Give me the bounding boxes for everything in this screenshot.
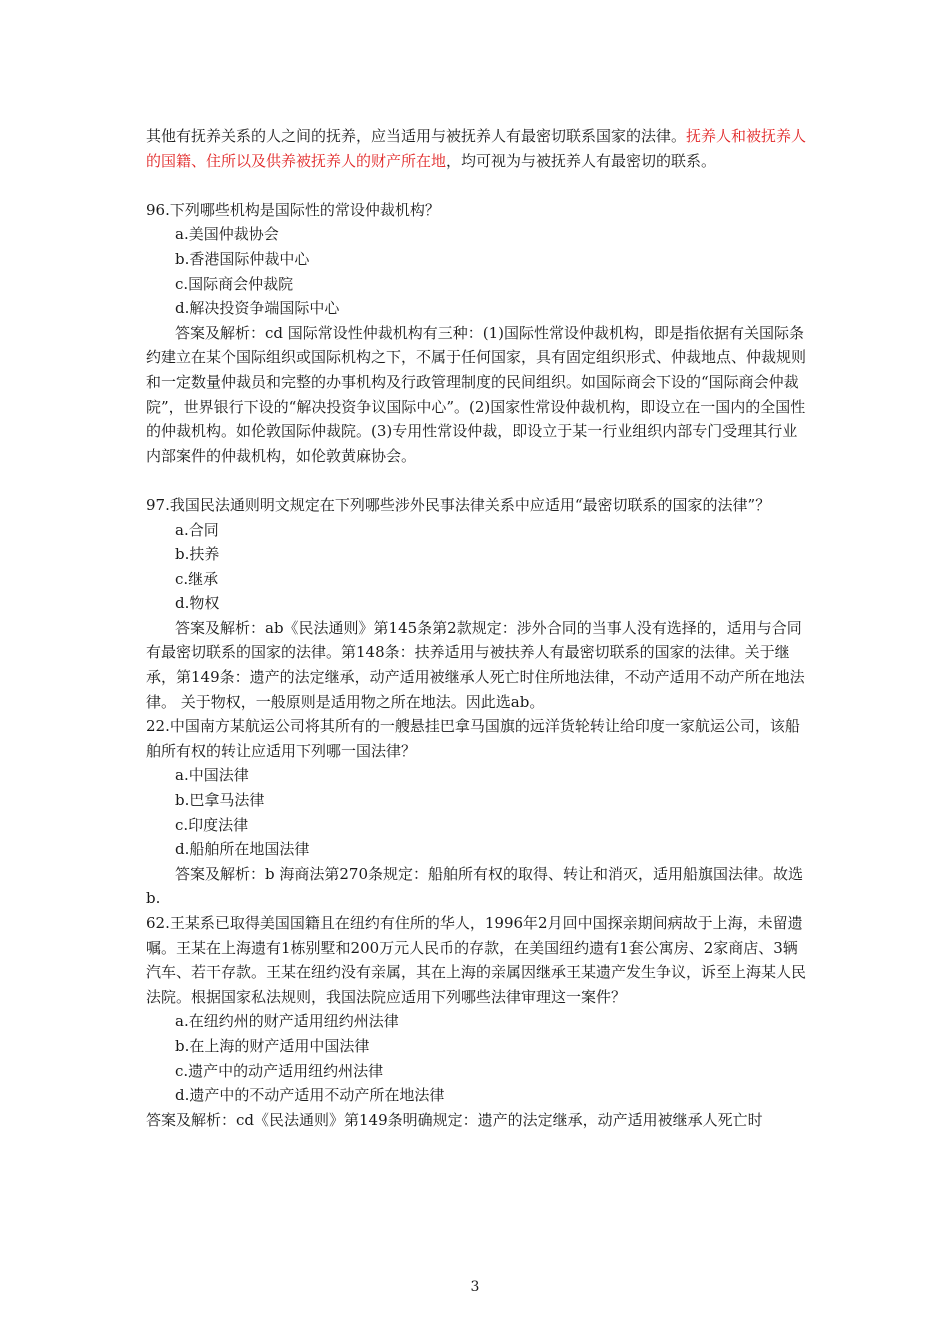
answer-explanation: 答案及解析：ab《民法通则》第145条第2款规定：涉外合同的当事人没有选择的，适用与合同有最密切联系的国家的法律。第148条：扶养适用与被扶养人有最密切联系的国家的法律。关于继承，第149条：遗产的法定继承，动产适用被继承人死亡时住所地法律，不动产适用不动产所在地法律。 关于物权，一般原则是适用物之所在地法。因此选ab。 (146, 618, 805, 711)
option-a: a.中国法律 (175, 766, 249, 785)
option-c: c.国际商会仲裁院 (175, 274, 294, 293)
question-stem: 97.我国民法通则明文规定在下列哪些涉外民事法律关系中应适用“最密切联系的国家的法律”？ (146, 495, 771, 514)
document-body (146, 124, 810, 1132)
intro-paragraph (146, 124, 810, 173)
option-b: b.香港国际仲裁中心 (175, 249, 310, 268)
intro-text-end: ，均可视为与被抚养人有最密切的联系。 (446, 151, 717, 170)
answer-explanation: 答案及解析：cd 国际常设性仲裁机构有三种：(1)国际性常设仲裁机构，即是指依据有关国际条约建立在某个国际组织或国际机构之下，不属于任何国家，具有固定组织形式、仲裁地点、仲裁规则和一定数量仲裁员和完整的办事机构及行政管理制度的民间组织。如国际商会下设的“国际商会仲裁院”，世界银行下设的“解决投资争议国际中心”。(2)国家性常设仲裁机构，即设立在一国内的全国性的仲裁机构。如伦敦国际仲裁院。(3)专用性常设仲裁，即设立于某一行业组织内部专门受理其行业内部案件的仲裁机构，如伦敦黄麻协会。 (146, 323, 807, 465)
option-c: c.继承 (175, 569, 219, 588)
option-b: b.扶养 (175, 545, 220, 564)
question-stem: 62.王某系已取得美国国籍且在纽约有住所的华人，1996年2月回中国探亲期间病故于上海，未留遗嘱。王某在上海遗有1栋别墅和200万元人民币的存款，在美国纽约遗有1套公寓房、2家商店、3辆汽车、若干存款。王某在纽约没有亲属，其在上海的亲属因继承王某遗产发生争议，诉至上海某人民法院。根据国家私法规则，我国法院应适用下列哪些法律审理这一案件？ (146, 914, 807, 1006)
option-a: a.合同 (175, 520, 219, 539)
answer-explanation: 答案及解析：cd《民法通则》第149条明确规定：遗产的法定继承，动产适用被继承人死亡时 (146, 1110, 763, 1129)
page-number: 3 (470, 1279, 480, 1295)
option-d: d.物权 (175, 594, 220, 613)
highlighted-text: 抚养人和被抚养人的国籍、住所以及供养被抚养人的财产所在地 (146, 127, 807, 170)
option-b: b.巴拿马法律 (175, 791, 265, 810)
question-stem: 22.中国南方某航运公司将其所有的一艘悬挂巴拿马国旗的远洋货轮转让给印度一家航运公司，该船舶所有权的转让应适用下列哪一国法律？ (146, 717, 800, 760)
option-d: d.遗产中的不动产适用不动产所在地法律 (175, 1086, 445, 1105)
question-96 (146, 198, 810, 469)
option-a: a.在纽约州的财产适用纽约州法律 (175, 1012, 399, 1031)
question-62 (146, 911, 810, 1132)
option-d: d.解决投资争端国际中心 (175, 299, 340, 318)
question-97 (146, 493, 810, 714)
option-b: b.在上海的财产适用中国法律 (175, 1036, 370, 1055)
question-stem: 96.下列哪些机构是国际性的常设仲裁机构？ (146, 200, 440, 219)
question-22 (146, 714, 810, 911)
option-a: a.美国仲裁协会 (175, 225, 279, 244)
option-d: d.船舶所在地国法律 (175, 840, 310, 859)
intro-text: 其他有抚养关系的人之间的抚养，应当适用与被抚养人有最密切联系国家的法律。 (146, 127, 687, 145)
option-c: c.遗产中的动产适用纽约州法律 (175, 1061, 384, 1080)
option-c: c.印度法律 (175, 815, 249, 834)
answer-explanation: 答案及解析：b 海商法第270条规定：船舶所有权的取得、转让和消灭，适用船旗国法律。故选b. (146, 864, 804, 908)
